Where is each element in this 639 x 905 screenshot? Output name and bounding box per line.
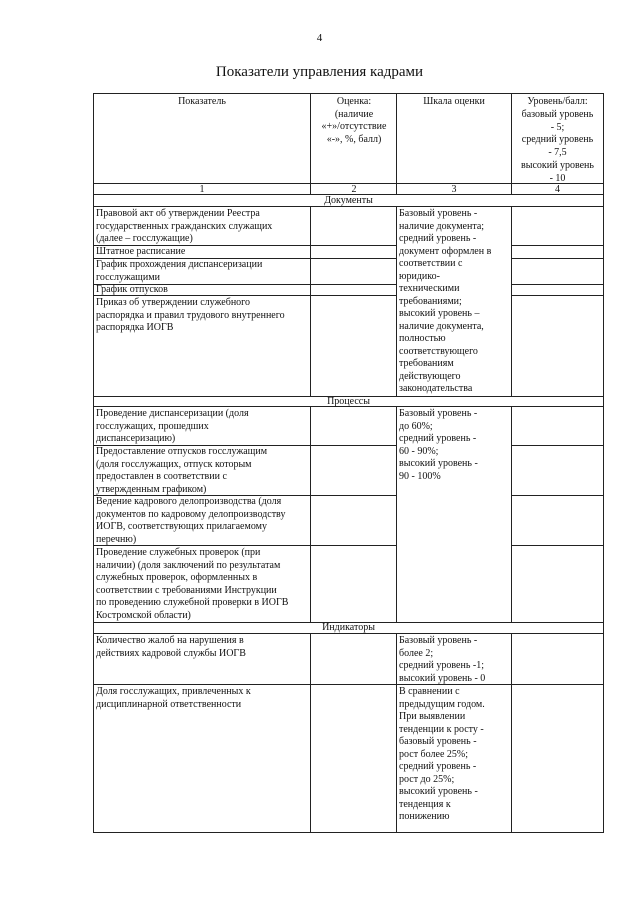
grid-col-divider-2-ind — [396, 633, 397, 833]
column-number-4: 4 — [555, 184, 560, 195]
level-cell-proc-2[interactable] — [512, 446, 603, 495]
assessment-cell-ind-2[interactable] — [311, 685, 396, 832]
level-cell-doc-3[interactable] — [512, 259, 603, 284]
grid-right-border — [603, 93, 604, 833]
ind-row-disciplinary: Доля госслужащих, привлеченных к дисциплинарной ответственности — [96, 686, 251, 710]
level-cell-doc-2[interactable] — [512, 246, 603, 258]
assessment-cell-doc-5[interactable] — [311, 296, 396, 396]
proc-row-medical-exam: Проведение диспансеризации (доля госслужащих, прошедших диспансеризацию) — [96, 408, 249, 444]
section-label-processes: Процессы — [327, 396, 370, 407]
grid-left-border — [93, 93, 94, 833]
ind-row-complaints-scale: Базовый уровень - более 2; средний уровень -1; высокий уровень - 0 — [399, 635, 486, 684]
proc-row-vacations: Предоставление отпусков госслужащим (доля госслужащих, отпуск которым предоставлен в соответствии с утвержденным графиком) — [96, 446, 268, 495]
assessment-cell-proc-4[interactable] — [311, 546, 396, 622]
level-cell-doc-5[interactable] — [512, 296, 603, 396]
grid-col-divider-2-docs — [396, 206, 397, 396]
section-label-indicators: Индикаторы — [322, 622, 375, 633]
column-number-3: 3 — [451, 184, 457, 195]
assessment-cell-doc-1[interactable] — [311, 207, 396, 245]
page-number: 4 — [316, 32, 323, 44]
section-label-documents: Документы — [324, 195, 373, 206]
proc-row-inspections: Проведение служебных проверок (при наличии) (доля заключений по результатам служебных проверок, оформленных в соответствии с требованиями Инструкции по проведению служебной проверки в ИОГВ Костромской области) — [96, 547, 289, 621]
level-cell-proc-1[interactable] — [512, 407, 603, 445]
proc-row-hr-records: Ведение кадрового делопроизводства (доля документов по кадровому делопроизводству ИОГВ, соответствующих прилагаемому перечню) — [96, 496, 286, 545]
doc-row-order-rules: Приказ об утверждении служебного распорядка и правил трудового внутреннего распорядка ИОГВ — [96, 297, 285, 333]
level-cell-ind-1[interactable] — [512, 634, 603, 684]
level-cell-doc-1[interactable] — [512, 207, 603, 245]
grid-top-border — [93, 93, 604, 94]
doc-row-legal-act: Правовой акт об утверждении Реестра государственных гражданских служащих (далее – госслужащие) — [96, 208, 273, 244]
assessment-cell-ind-1[interactable] — [311, 634, 396, 684]
grid-col-divider-2 — [396, 93, 397, 194]
doc-row-staff-schedule: Штатное расписание — [96, 246, 186, 257]
assessment-cell-proc-1[interactable] — [311, 407, 396, 445]
header-assessment: Оценка: (наличие «+»/отсутствие «-», %, балл) — [321, 96, 387, 145]
column-number-1: 1 — [199, 184, 205, 195]
doc-scale-text: Базовый уровень - наличие документа; средний уровень - документ оформлен в соответствии с юридико- техническими требованиями; высокий уровень – наличие документа, полностью соответствующего требованиям действующего законодательства — [399, 208, 492, 394]
level-cell-proc-4[interactable] — [512, 546, 603, 622]
column-number-2: 2 — [351, 184, 357, 195]
proc-scale-text: Базовый уровень - до 60%; средний уровень - 60 - 90%; высокий уровень - 90 - 100% — [399, 408, 478, 482]
assessment-cell-doc-3[interactable] — [311, 259, 396, 284]
doc-row-vacation-schedule: График отпусков — [96, 284, 168, 295]
grid-bottom-border — [93, 832, 604, 833]
assessment-cell-doc-2[interactable] — [311, 246, 396, 258]
header-indicator: Показатель — [178, 96, 226, 107]
assessment-cell-doc-4[interactable] — [311, 285, 396, 295]
ind-row-disciplinary-scale: В сравнении с предыдущим годом. При выявлении тенденции к росту - базовый уровень - рост более 25%; средний уровень - рост до 25%; высокий уровень - тенденция к понижению — [399, 686, 485, 822]
ind-row-complaints: Количество жалоб на нарушения в действиях кадровой службы ИОГВ — [96, 635, 246, 659]
header-scale: Шкала оценки — [423, 96, 485, 107]
doc-row-medical-exam-schedule: График прохождения диспансеризации госслужащими — [96, 259, 263, 283]
level-cell-proc-3[interactable] — [512, 496, 603, 545]
grid-col-divider-2-proc — [396, 406, 397, 622]
document-title: Показатели управления кадрами — [215, 64, 424, 80]
header-level-score: Уровень/балл: базовый уровень - 5; средний уровень - 7,5 высокий уровень - 10 — [521, 96, 594, 184]
assessment-cell-proc-2[interactable] — [311, 446, 396, 495]
grid-col-divider-3 — [511, 93, 512, 194]
level-cell-doc-4[interactable] — [512, 285, 603, 295]
grid-col-divider-1 — [310, 93, 311, 194]
assessment-cell-proc-3[interactable] — [311, 496, 396, 545]
level-cell-ind-2[interactable] — [512, 685, 603, 832]
